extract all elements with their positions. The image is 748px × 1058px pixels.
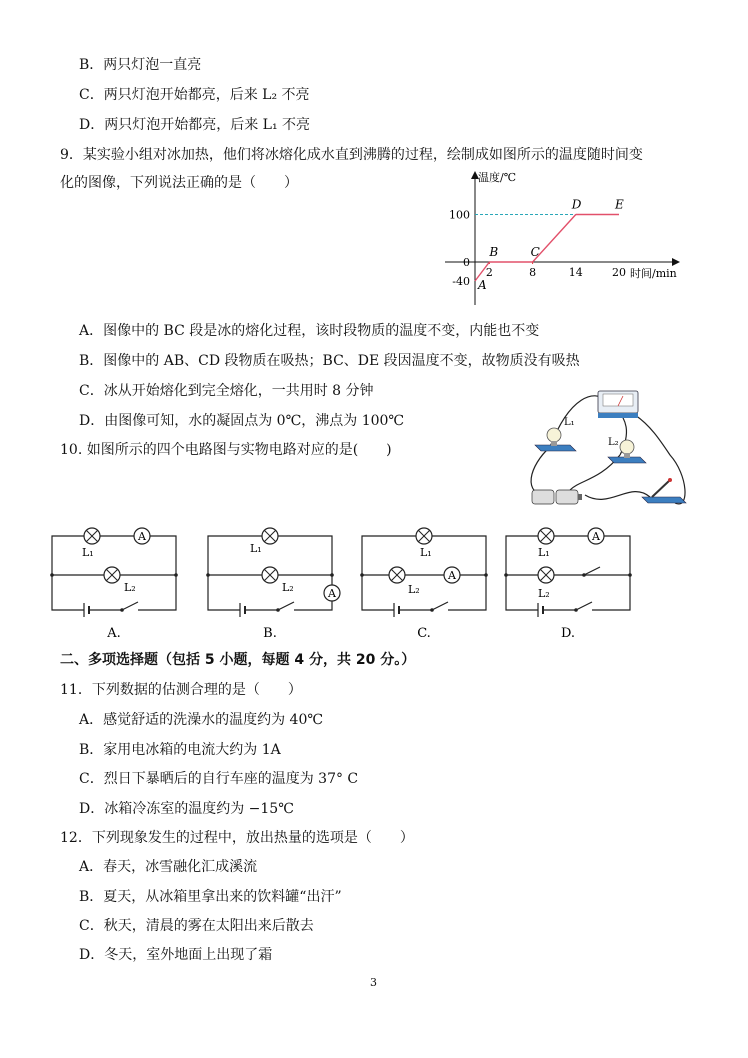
circuit-option-label-a: A. (107, 626, 121, 641)
temperature-time-chart (440, 165, 700, 315)
label-l2: L₂ (124, 581, 136, 594)
q12-stem: 12．下列现象发生的过程中，放出热量的选项是（ ） (60, 830, 414, 846)
y-tick-label: 100 (449, 208, 470, 222)
q12-option-c: C．秋天，清晨的雾在太阳出来后散去 (79, 918, 314, 934)
x-axis-label: 时间/min (630, 267, 677, 280)
page-number: 3 (370, 976, 377, 989)
circuit-diagram-d (504, 528, 632, 641)
switch-blade (584, 567, 600, 575)
circuit-option-label-c: C. (417, 626, 431, 641)
x-tick-label: 2 (485, 266, 493, 279)
q8-option-d: D．两只灯泡开始都亮，后来 L₁ 不亮 (79, 117, 311, 133)
junction-dot (504, 573, 508, 577)
circuit-diagram-c (360, 528, 488, 641)
circuit-diagrams (40, 520, 700, 645)
wire (208, 575, 240, 610)
photo-label-l2: L₂ (608, 437, 619, 448)
q11-option-c: C．烈日下暴晒后的自行车座的温度为 37° C (79, 771, 359, 787)
q11-option-b: B．家用电冰箱的电流大约为 1A (79, 742, 281, 758)
x-tick-label: 14 (568, 266, 583, 279)
q11-option-a: A．感觉舒适的洗澡水的温度约为 40℃ (79, 712, 324, 728)
point-label-D: D (571, 197, 582, 212)
junction-dot (360, 573, 364, 577)
q8-option-b: B．两只灯泡一直亮 (79, 57, 202, 73)
junction-dot (484, 573, 488, 577)
battery-1 (532, 490, 554, 504)
battery-2 (556, 490, 578, 504)
point-label-C: C (530, 245, 540, 259)
junction-dot (174, 573, 178, 577)
circuit-option-label-b: B. (263, 626, 277, 641)
ammeter-label: A (138, 530, 146, 543)
photo-label-l1: L₁ (564, 417, 575, 428)
circuit-option-label-d: D. (560, 626, 576, 641)
q11-option-d: D．冰箱冷冻室的温度约为 −15℃ (79, 801, 294, 817)
q10-stem: 10. 如图所示的四个电路图与实物电路对应的是( ) (60, 442, 392, 458)
q9-option-a: A．图像中的 BC 段是冰的熔化过程，该时段物质的温度不变，内能也不变 (79, 323, 540, 339)
wire (592, 575, 630, 610)
y-tick-label: -40 (452, 275, 470, 288)
y-tick-label: 0 (463, 256, 470, 269)
switch-blade (432, 602, 448, 610)
q9-option-b: B．图像中的 AB、CD 段物质在吸热；BC、DE 段因温度不变，故物质没有吸热 (79, 353, 580, 369)
switch-base (642, 497, 686, 503)
x-tick-label: 20 (612, 266, 626, 279)
label-l2: L₂ (538, 587, 550, 600)
x-tick-label: 8 (529, 266, 537, 279)
switch-blade (122, 602, 138, 610)
q9-stem-line2: 化的图像，下列说法正确的是（ ） (60, 175, 298, 191)
q12-option-b: B．夏天，从冰箱里拿出来的饮料罐“出汗” (79, 889, 342, 905)
label-l1: L₁ (250, 542, 262, 555)
wire (52, 575, 84, 610)
q11-stem: 11．下列数据的估测合理的是（ ） (60, 682, 302, 698)
label-l1: L₁ (82, 546, 94, 559)
q9-stem-line1: 9．某实验小组对冰加热，他们将冰熔化成水直到沸腾的过程，绘制成如图所示的温度随时间变 (60, 147, 643, 163)
q12-option-d: D．冬天，室外地面上出现了霜 (79, 947, 273, 963)
circuit-diagram-a (50, 528, 178, 641)
q9-option-c: C．冰从开始熔化到完全熔化，一共用时 8 分钟 (79, 383, 374, 399)
lamp-l2-bulb (620, 440, 634, 454)
section-2-title: 二、多项选择题（包括 5 小题，每题 4 分，共 20 分。） (60, 652, 416, 668)
switch-blade (278, 602, 294, 610)
wire (138, 575, 176, 610)
lamp-l1-bulb (547, 428, 561, 442)
junction-dot (50, 573, 54, 577)
ammeter-label: A (448, 569, 456, 582)
physical-circuit-figure (510, 385, 695, 520)
label-l1: L₁ (538, 546, 550, 559)
point-label-E: E (615, 197, 624, 212)
label-l1: L₁ (420, 546, 432, 559)
point-label-A: A (478, 278, 487, 292)
ammeter-label: A (328, 587, 336, 600)
ammeter-label: A (592, 530, 600, 543)
wire (506, 536, 630, 575)
wire (362, 575, 394, 610)
label-l2: L₂ (408, 583, 420, 596)
switch-blade (576, 602, 592, 610)
junction-dot (330, 573, 334, 577)
q8-option-c: C．两只灯泡开始都亮，后来 L₂ 不亮 (79, 87, 310, 103)
point-label-B: B (489, 245, 499, 259)
label-l2: L₂ (282, 581, 294, 594)
y-axis-label: 温度/℃ (478, 171, 517, 184)
q12-option-a: A．春天，冰雪融化汇成溪流 (79, 859, 258, 875)
junction-dot (628, 573, 632, 577)
q9-option-d: D．由图像可知，水的凝固点为 0℃，沸点为 100℃ (79, 413, 405, 429)
circuit-diagram-b (206, 528, 340, 641)
wire (506, 575, 538, 610)
junction-dot (206, 573, 210, 577)
